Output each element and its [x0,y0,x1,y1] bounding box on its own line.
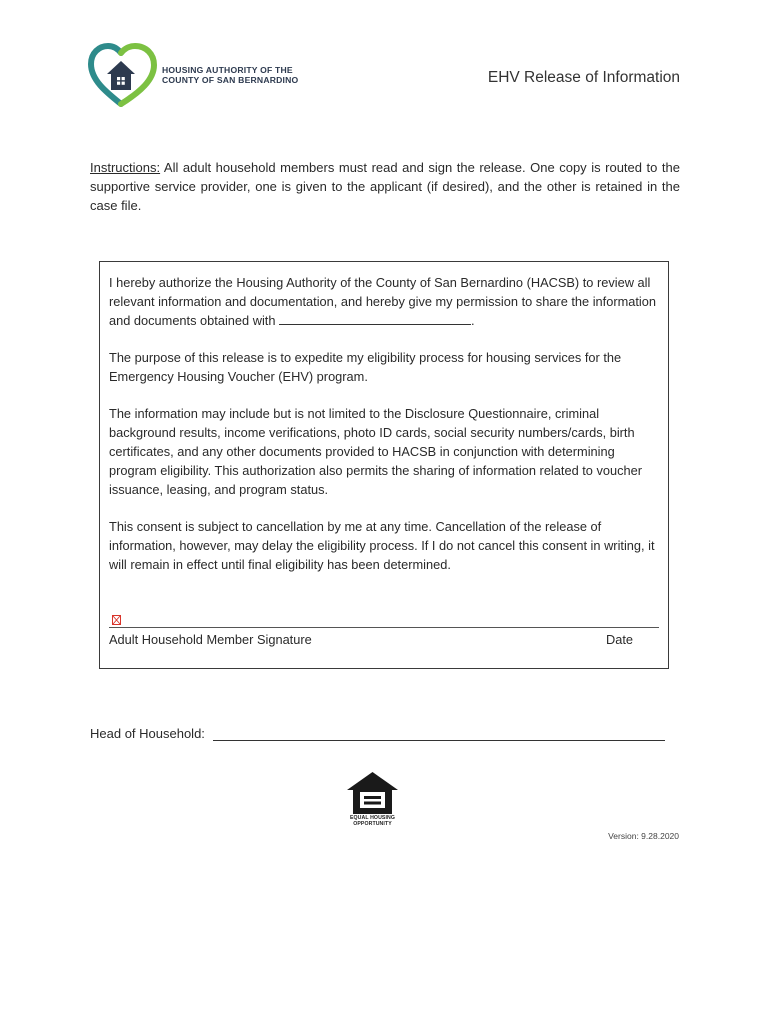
logo-wordmark [162,65,298,85]
instructions-lead: Instructions: [90,160,161,175]
signature-label: Adult Household Member Signature [109,632,312,647]
eho-caption [345,815,400,827]
logo-line-2: COUNTY OF SAN BERNARDINO [162,75,299,85]
heart-house-icon [88,42,158,108]
instructions-text: All adult household members must read and sign the release. One copy is routed to the supportive service provider, one is given to the applicant (if desired), and the other is retained in the case file. [90,160,680,213]
eho-line-2: OPPORTUNITY [353,821,392,827]
head-of-household-label: Head of Household: [90,726,205,741]
authorization-paragraph [109,273,659,330]
equal-housing-opportunity-logo [345,771,400,829]
provider-name-field[interactable] [279,312,471,325]
purpose-paragraph: The purpose of this release is to expedite my eligibility process for housing services for the Emergency Housing Voucher (EHV) program. [109,350,622,384]
signature-line[interactable] [109,627,659,628]
document-title: EHV Release of Information [487,69,680,86]
authorization-text: I hereby authorize the Housing Authority of the County of San Bernardino (HACSB) to review all relevant information and documentation, and hereby give my permission to share the information and documents obtained with [109,275,657,328]
cancellation-paragraph: This consent is subject to cancellation by me at any time. Cancellation of the release of information, however, may delay the eligibility process. If I do not cancel this consent in writing, it will remain in effect until final eligibility has been determined. [109,519,655,572]
consent-box [99,261,669,669]
instructions-paragraph [90,158,680,215]
head-of-household-field[interactable] [213,726,665,741]
head-of-household-row [90,726,665,741]
information-paragraph: The information may include but is not limited to the Disclosure Questionnaire, criminal background results, income verifications, photo ID cards, social security numbers/cards, birth certificates, and any other documents provided to HACSB in conjunction with determining program eligibility. This authorization also permits the sharing of information related to voucher issuance, leasing, and program status. [109,406,642,497]
signature-marker-icon[interactable] [112,615,121,625]
version-label: Version: 9.28.2020 [608,831,679,841]
hacsb-logo [88,42,308,108]
authorization-period: . [471,313,475,328]
logo-line-1: HOUSING AUTHORITY OF THE [162,65,293,75]
equal-housing-icon [345,771,400,815]
eho-line-1: EQUAL HOUSING [349,815,395,821]
date-label: Date [605,632,633,647]
